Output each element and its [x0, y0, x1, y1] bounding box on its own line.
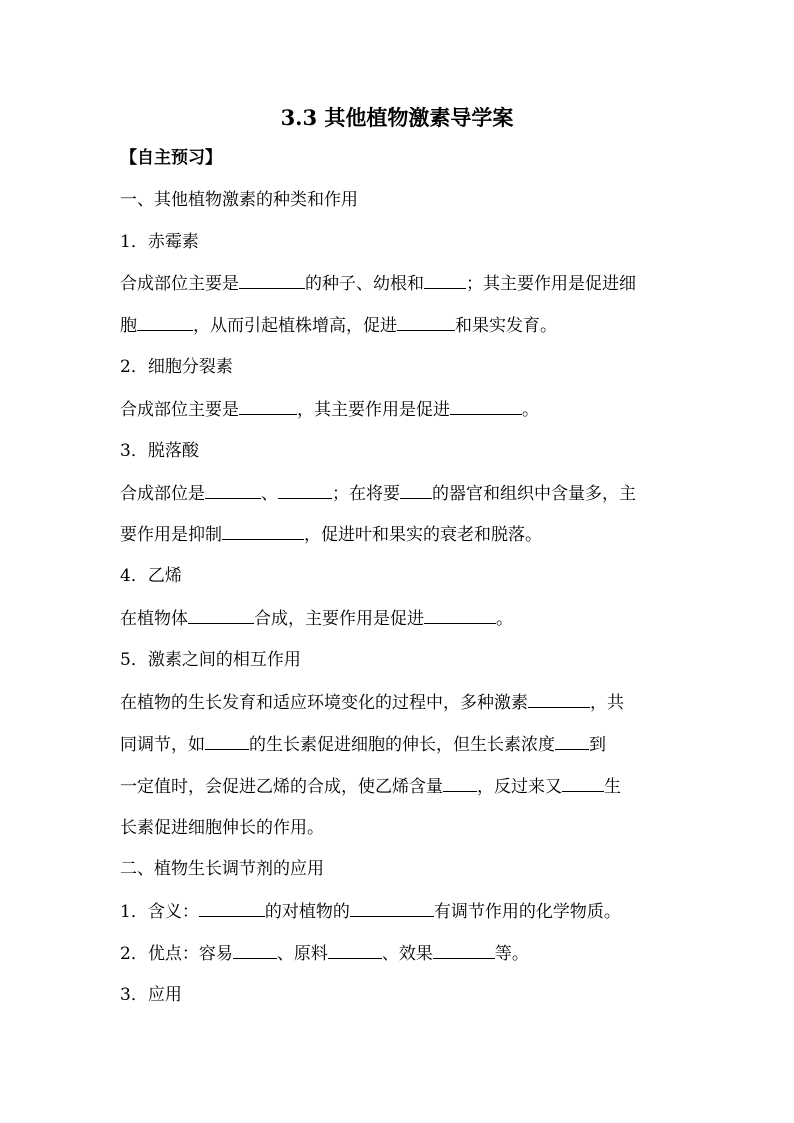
fill-blank — [433, 941, 495, 959]
text-segment: 2．优点：容易 — [120, 944, 233, 964]
fill-blank — [199, 899, 265, 917]
advantages-line — [120, 941, 680, 966]
abscisic-acid-heading: 3．脱落酸 — [120, 441, 199, 461]
cytokinin-line-1 — [120, 397, 680, 422]
text-segment: 在植物体 — [120, 609, 188, 629]
interaction-line-2 — [120, 732, 680, 757]
text-segment: 的对植物的 — [264, 902, 350, 922]
text-segment: 的种子、幼根和 — [305, 274, 424, 294]
fill-blank — [328, 941, 382, 959]
fill-blank — [562, 774, 604, 792]
abscisic-acid-line-1 — [120, 481, 680, 506]
fill-blank — [205, 481, 261, 499]
text-segment: 一定值时，会促进乙烯的合成，使乙烯含量 — [120, 777, 443, 797]
fill-blank — [400, 481, 432, 499]
text-segment: 要作用是抑制 — [120, 525, 222, 545]
fill-blank — [278, 481, 332, 499]
text-segment: 同调节，如 — [120, 735, 205, 755]
text-segment: 的器官和组织中含量多，主 — [432, 484, 636, 504]
fill-blank — [397, 313, 455, 331]
text-segment: 、效果 — [381, 944, 433, 964]
text-segment: ，共 — [590, 693, 624, 713]
text-segment: ；其主要作用是促进细 — [466, 274, 636, 294]
interaction-heading: 5．激素之间的相互作用 — [120, 650, 301, 670]
text-segment: 合成部位主要是 — [120, 274, 239, 294]
text-segment: 的生长素促进细胞的伸长，但生长素浓度 — [249, 735, 555, 755]
fill-blank — [239, 397, 297, 415]
part1-heading: 一、其他植物激素的种类和作用 — [120, 190, 358, 210]
ethylene-line-1 — [120, 606, 680, 631]
fill-blank — [137, 313, 193, 331]
text-segment: 合成部位主要是 — [120, 400, 239, 420]
fill-blank — [443, 774, 477, 792]
fill-blank — [205, 732, 249, 750]
interaction-line-1 — [120, 690, 680, 715]
fill-blank — [528, 690, 590, 708]
text-segment: 、原料 — [276, 944, 328, 964]
text-segment: 合成部位是 — [120, 484, 205, 504]
document-title: 3.3 其他植物激素导学案 — [280, 105, 514, 130]
text-segment: ，促进叶和果实的衰老和脱落。 — [304, 525, 542, 545]
text-segment: 。 — [522, 400, 539, 420]
text-segment: 有调节作用的化学物质。 — [433, 902, 621, 922]
text-segment: 1．含义： — [120, 902, 199, 922]
text-segment: ，反过来又 — [477, 777, 562, 797]
fill-blank — [350, 899, 434, 917]
fill-blank — [188, 606, 254, 624]
gibberellin-line-2 — [120, 313, 680, 338]
text-segment: 和果实发育。 — [455, 316, 557, 336]
text-segment: ，其主要作用是促进 — [297, 400, 450, 420]
application-heading: 3．应用 — [120, 985, 182, 1005]
part2-heading: 二、植物生长调节剂的应用 — [120, 859, 324, 879]
gibberellin-heading: 1．赤霉素 — [120, 232, 199, 252]
fill-blank — [233, 941, 277, 959]
text-segment: 生 — [604, 777, 621, 797]
text-segment: 等。 — [494, 944, 529, 964]
section-heading: 【自主预习】 — [120, 148, 222, 168]
gibberellin-line-1 — [120, 271, 680, 296]
text-segment: 合成，主要作用是促进 — [254, 609, 424, 629]
fill-blank — [555, 732, 589, 750]
interaction-line-4: 长素促进细胞伸长的作用。 — [120, 818, 324, 838]
text-segment: ，从而引起植株增高，促进 — [193, 316, 397, 336]
text-segment: 在植物的生长发育和适应环境变化的过程中，多种激素 — [120, 693, 528, 713]
text-segment: 胞 — [120, 316, 137, 336]
fill-blank — [450, 397, 522, 415]
fill-blank — [424, 606, 496, 624]
ethylene-heading: 4．乙烯 — [120, 566, 182, 586]
text-segment: 到 — [589, 735, 606, 755]
text-segment: 。 — [496, 609, 513, 629]
text-segment: ；在将要 — [332, 484, 400, 504]
text-segment: 、 — [261, 484, 278, 504]
abscisic-acid-line-2 — [120, 522, 680, 547]
fill-blank — [239, 271, 305, 289]
cytokinin-heading: 2．细胞分裂素 — [120, 357, 233, 377]
meaning-line — [120, 899, 680, 924]
fill-blank — [222, 522, 304, 540]
interaction-line-3 — [120, 774, 680, 799]
fill-blank — [424, 271, 466, 289]
